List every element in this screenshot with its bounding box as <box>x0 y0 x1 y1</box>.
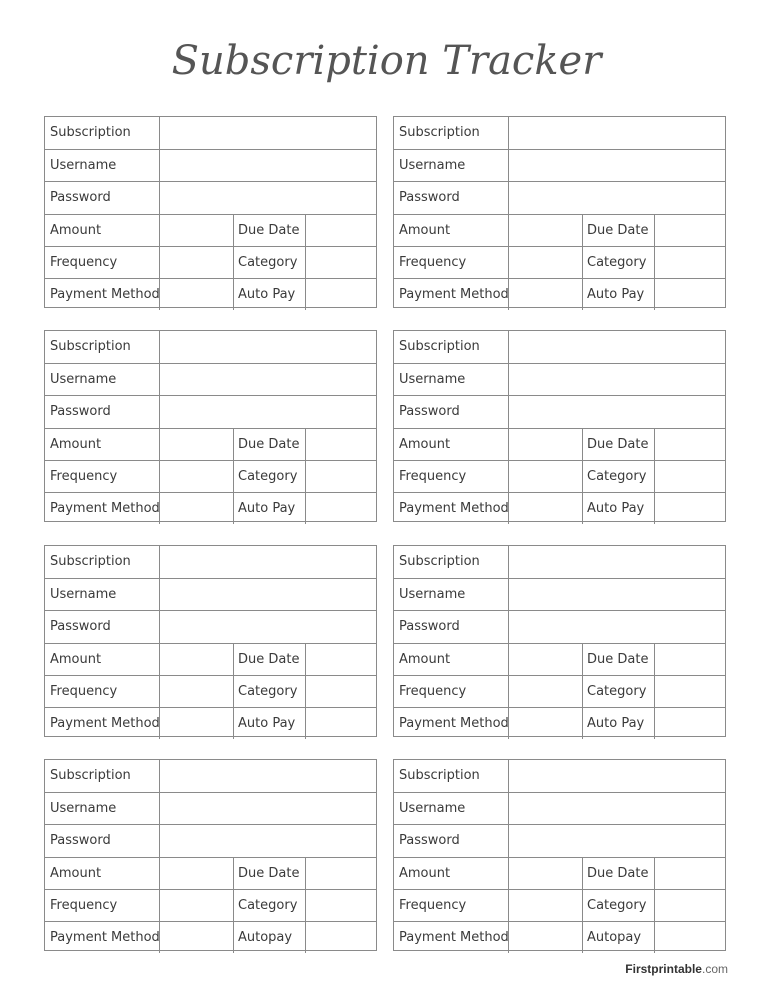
value-field-password[interactable] <box>509 396 726 427</box>
card-row-username <box>45 578 376 610</box>
label-category: Category <box>587 897 647 913</box>
label-amount: Amount <box>399 436 451 452</box>
label-frequency: Frequency <box>399 254 467 270</box>
label-username: Username <box>50 801 117 817</box>
value-field-auto-pay[interactable] <box>655 708 726 739</box>
label-username: Username <box>399 801 466 817</box>
value-field-username[interactable] <box>509 364 726 395</box>
card-row-frequency <box>394 460 725 492</box>
value-field-subscription[interactable] <box>509 546 726 578</box>
label-payment-method: Payment Method <box>399 501 509 516</box>
footer-brand-domain: .com <box>701 962 728 976</box>
card-row-password <box>45 610 376 642</box>
value-field-amount[interactable] <box>160 644 232 675</box>
label-payment-method: Payment Method <box>399 930 509 945</box>
label-frequency: Frequency <box>399 683 467 699</box>
value-field-subscription[interactable] <box>509 117 726 149</box>
card-row-payment-method <box>394 492 725 524</box>
value-field-category[interactable] <box>655 247 726 278</box>
card-row-amount <box>394 857 725 889</box>
value-field-due-date[interactable] <box>306 429 377 460</box>
label-username: Username <box>50 158 117 174</box>
value-field-frequency[interactable] <box>509 247 581 278</box>
label-frequency: Frequency <box>50 468 118 484</box>
label-username: Username <box>50 372 117 388</box>
label-username: Username <box>399 372 466 388</box>
value-field-amount[interactable] <box>509 429 581 460</box>
label-amount: Amount <box>50 651 102 667</box>
footer-brand-name: Firstprintable <box>625 962 702 976</box>
subscription-card <box>44 759 377 951</box>
card-row-password <box>45 181 376 213</box>
label-payment-method: Payment Method <box>399 287 509 302</box>
label-auto-pay: Auto Pay <box>587 501 645 516</box>
label-payment-method: Payment Method <box>50 501 160 516</box>
card-row-username <box>394 578 725 610</box>
label-username: Username <box>399 158 466 174</box>
label-password: Password <box>50 833 111 849</box>
label-category: Category <box>238 683 298 699</box>
card-row-payment-method <box>45 921 376 953</box>
label-category: Category <box>587 683 647 699</box>
label-amount: Amount <box>399 222 451 238</box>
label-auto-pay: Auto Pay <box>587 716 645 731</box>
value-field-amount[interactable] <box>509 215 581 246</box>
value-field-frequency[interactable] <box>160 461 232 492</box>
value-field-payment-method[interactable] <box>160 493 232 524</box>
label-frequency: Frequency <box>50 683 118 699</box>
label-due-date: Due Date <box>587 436 649 452</box>
value-field-category[interactable] <box>655 461 726 492</box>
label-subscription: Subscription <box>399 125 480 140</box>
card-row-subscription <box>45 760 376 792</box>
value-field-password[interactable] <box>509 611 726 642</box>
card-row-password <box>394 181 725 213</box>
label-subscription: Subscription <box>50 768 131 783</box>
value-field-password[interactable] <box>509 825 726 856</box>
card-row-amount <box>394 428 725 460</box>
page-title: Subscription Tracker <box>171 38 602 84</box>
card-row-username <box>394 149 725 181</box>
value-field-frequency[interactable] <box>509 461 581 492</box>
card-row-amount <box>45 643 376 675</box>
label-subscription: Subscription <box>399 339 480 354</box>
value-field-frequency[interactable] <box>160 247 232 278</box>
value-field-subscription[interactable] <box>160 117 377 149</box>
value-field-frequency[interactable] <box>160 890 232 921</box>
label-subscription: Subscription <box>50 554 131 569</box>
subscription-card <box>44 545 377 737</box>
label-frequency: Frequency <box>50 254 118 270</box>
label-amount: Amount <box>50 865 102 881</box>
value-field-due-date[interactable] <box>306 215 377 246</box>
value-field-password[interactable] <box>160 182 377 213</box>
value-field-auto-pay[interactable] <box>306 922 377 953</box>
value-field-auto-pay[interactable] <box>655 493 726 524</box>
card-row-payment-method <box>394 707 725 739</box>
value-field-subscription[interactable] <box>160 760 377 792</box>
label-subscription: Subscription <box>399 768 480 783</box>
value-field-frequency[interactable] <box>160 676 232 707</box>
label-subscription: Subscription <box>50 339 131 354</box>
label-frequency: Frequency <box>399 468 467 484</box>
label-amount: Amount <box>50 436 102 452</box>
card-row-subscription <box>45 331 376 363</box>
label-due-date: Due Date <box>587 865 649 881</box>
card-row-frequency <box>45 889 376 921</box>
value-field-category[interactable] <box>306 247 377 278</box>
value-field-subscription[interactable] <box>509 760 726 792</box>
value-field-username[interactable] <box>509 793 726 824</box>
subscription-card <box>44 330 377 522</box>
label-username: Username <box>50 587 117 603</box>
card-row-frequency <box>45 460 376 492</box>
value-field-due-date[interactable] <box>306 644 377 675</box>
label-amount: Amount <box>399 651 451 667</box>
value-field-category[interactable] <box>306 461 377 492</box>
value-field-username[interactable] <box>160 579 377 610</box>
value-field-payment-method[interactable] <box>160 279 232 310</box>
label-category: Category <box>238 468 298 484</box>
label-password: Password <box>399 190 460 206</box>
label-payment-method: Payment Method <box>50 716 160 731</box>
card-row-username <box>45 363 376 395</box>
value-field-payment-method[interactable] <box>160 922 232 953</box>
value-field-auto-pay[interactable] <box>306 493 377 524</box>
card-row-payment-method <box>45 278 376 310</box>
card-row-frequency <box>394 675 725 707</box>
label-frequency: Frequency <box>399 897 467 913</box>
value-field-username[interactable] <box>509 579 726 610</box>
label-auto-pay: Autopay <box>238 930 293 945</box>
value-field-username[interactable] <box>160 150 377 181</box>
card-row-subscription <box>45 117 376 149</box>
card-row-password <box>394 395 725 427</box>
card-row-payment-method <box>45 492 376 524</box>
value-field-password[interactable] <box>160 825 377 856</box>
value-field-password[interactable] <box>509 182 726 213</box>
value-field-amount[interactable] <box>160 215 232 246</box>
value-field-amount[interactable] <box>160 429 232 460</box>
label-due-date: Due Date <box>587 222 649 238</box>
subscription-card <box>393 545 726 737</box>
value-field-subscription[interactable] <box>160 331 377 363</box>
subscription-card <box>393 330 726 522</box>
value-field-category[interactable] <box>306 676 377 707</box>
value-field-subscription[interactable] <box>509 331 726 363</box>
value-field-frequency[interactable] <box>509 676 581 707</box>
label-auto-pay: Auto Pay <box>587 287 645 302</box>
card-row-payment-method <box>394 921 725 953</box>
value-field-category[interactable] <box>655 890 726 921</box>
label-auto-pay: Auto Pay <box>238 716 296 731</box>
card-row-frequency <box>45 246 376 278</box>
card-row-password <box>394 610 725 642</box>
subscription-card <box>393 116 726 308</box>
card-row-frequency <box>45 675 376 707</box>
card-row-username <box>394 792 725 824</box>
label-payment-method: Payment Method <box>399 716 509 731</box>
card-row-amount <box>45 428 376 460</box>
label-due-date: Due Date <box>587 651 649 667</box>
value-field-username[interactable] <box>509 150 726 181</box>
label-category: Category <box>238 897 298 913</box>
label-auto-pay: Autopay <box>587 930 642 945</box>
value-field-due-date[interactable] <box>655 429 726 460</box>
card-row-username <box>394 363 725 395</box>
card-row-username <box>45 149 376 181</box>
label-password: Password <box>399 619 460 635</box>
value-field-amount[interactable] <box>509 644 581 675</box>
value-field-due-date[interactable] <box>655 215 726 246</box>
value-field-password[interactable] <box>160 611 377 642</box>
label-password: Password <box>399 833 460 849</box>
label-due-date: Due Date <box>238 436 300 452</box>
card-row-password <box>45 395 376 427</box>
label-password: Password <box>50 404 111 420</box>
value-field-payment-method[interactable] <box>509 922 581 953</box>
label-payment-method: Payment Method <box>50 287 160 302</box>
value-field-category[interactable] <box>655 676 726 707</box>
value-field-auto-pay[interactable] <box>306 279 377 310</box>
value-field-auto-pay[interactable] <box>306 708 377 739</box>
value-field-username[interactable] <box>160 364 377 395</box>
label-category: Category <box>587 254 647 270</box>
label-payment-method: Payment Method <box>50 930 160 945</box>
value-field-due-date[interactable] <box>306 858 377 889</box>
label-category: Category <box>587 468 647 484</box>
card-row-subscription <box>394 760 725 792</box>
label-amount: Amount <box>399 865 451 881</box>
value-field-amount[interactable] <box>509 858 581 889</box>
value-field-auto-pay[interactable] <box>655 922 726 953</box>
value-field-payment-method[interactable] <box>160 708 232 739</box>
label-auto-pay: Auto Pay <box>238 501 296 516</box>
card-row-payment-method <box>394 278 725 310</box>
label-amount: Amount <box>50 222 102 238</box>
label-subscription: Subscription <box>50 125 131 140</box>
label-password: Password <box>50 619 111 635</box>
value-field-payment-method[interactable] <box>509 493 581 524</box>
subscription-card <box>393 759 726 951</box>
value-field-username[interactable] <box>160 793 377 824</box>
card-row-subscription <box>394 546 725 578</box>
label-username: Username <box>399 587 466 603</box>
label-password: Password <box>399 404 460 420</box>
label-category: Category <box>238 254 298 270</box>
card-row-amount <box>394 214 725 246</box>
footer-brand <box>625 962 728 976</box>
value-field-payment-method[interactable] <box>509 708 581 739</box>
label-subscription: Subscription <box>399 554 480 569</box>
card-row-frequency <box>394 889 725 921</box>
subscription-card <box>44 116 377 308</box>
card-row-username <box>45 792 376 824</box>
value-field-category[interactable] <box>306 890 377 921</box>
label-frequency: Frequency <box>50 897 118 913</box>
value-field-amount[interactable] <box>160 858 232 889</box>
value-field-subscription[interactable] <box>160 546 377 578</box>
value-field-password[interactable] <box>160 396 377 427</box>
label-due-date: Due Date <box>238 651 300 667</box>
value-field-auto-pay[interactable] <box>655 279 726 310</box>
label-due-date: Due Date <box>238 865 300 881</box>
card-row-amount <box>45 214 376 246</box>
label-auto-pay: Auto Pay <box>238 287 296 302</box>
card-row-amount <box>45 857 376 889</box>
card-row-subscription <box>394 331 725 363</box>
label-due-date: Due Date <box>238 222 300 238</box>
card-row-frequency <box>394 246 725 278</box>
card-row-subscription <box>394 117 725 149</box>
card-row-password <box>45 824 376 856</box>
card-row-subscription <box>45 546 376 578</box>
value-field-due-date[interactable] <box>655 644 726 675</box>
value-field-due-date[interactable] <box>655 858 726 889</box>
card-row-password <box>394 824 725 856</box>
value-field-frequency[interactable] <box>509 890 581 921</box>
value-field-payment-method[interactable] <box>509 279 581 310</box>
card-row-amount <box>394 643 725 675</box>
label-password: Password <box>50 190 111 206</box>
card-row-payment-method <box>45 707 376 739</box>
